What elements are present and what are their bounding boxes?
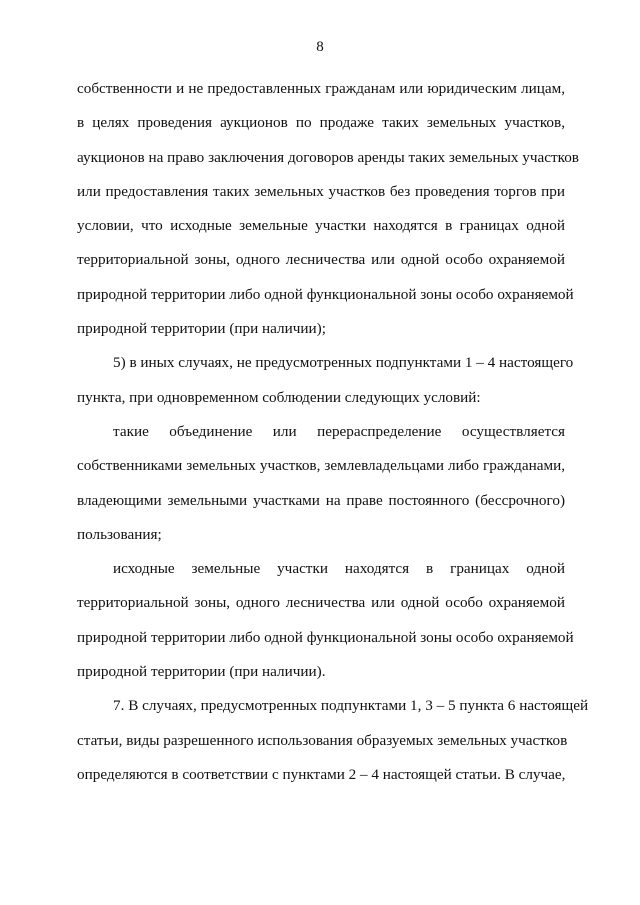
- text-line: природной территории либо одной функциональной зоны особо охраняемой: [77, 285, 574, 303]
- text-line: пункта, при одновременном соблюдении следующих условий:: [77, 388, 481, 406]
- text-line: статьи, виды разрешенного использования образуемых земельных участков: [77, 731, 568, 749]
- text-line: 5) в иных случаях, не предусмотренных подпунктами 1 – 4 настоящего: [113, 354, 574, 372]
- text-line: природной территории (при наличии);: [77, 320, 326, 338]
- text-line: владеющими земельными участками на праве постоянного (бессрочного): [77, 491, 565, 509]
- page-number: 8: [316, 39, 324, 55]
- text-line: исходные земельные участки находятся в границах одной: [113, 560, 565, 578]
- text-line: собственности и не предоставленных гражданам или юридическим лицам,: [77, 80, 565, 97]
- text-line: территориальной зоны, одного лесничества или одной особо охраняемой: [77, 251, 565, 269]
- text-line: или предоставления таких земельных участков без проведения торгов при: [77, 182, 565, 200]
- text-line: условии, что исходные земельные участки находятся в границах одной: [77, 217, 565, 235]
- text-line: в целях проведения аукционов по продаже таких земельных участков,: [77, 114, 565, 132]
- text-line: пользования;: [77, 525, 162, 543]
- text-line: природной территории (при наличии).: [77, 663, 326, 681]
- body-text: [77, 72, 589, 792]
- text-line: территориальной зоны, одного лесничества или одной особо охраняемой: [77, 594, 565, 612]
- text-line: такие объединение или перераспределение осуществляется: [113, 422, 565, 440]
- text-line: 7. В случаях, предусмотренных подпунктами 1, 3 – 5 пункта 6 настоящей: [113, 697, 589, 715]
- text-line: определяются в соответствии с пунктами 2 – 4 настоящей статьи. В случае,: [77, 765, 566, 783]
- text-line: аукционов на право заключения договоров аренды таких земельных участков: [77, 148, 579, 166]
- text-line: собственниками земельных участков, землевладельцами либо гражданами,: [77, 457, 565, 475]
- text-line: природной территории либо одной функциональной зоны особо охраняемой: [77, 628, 574, 646]
